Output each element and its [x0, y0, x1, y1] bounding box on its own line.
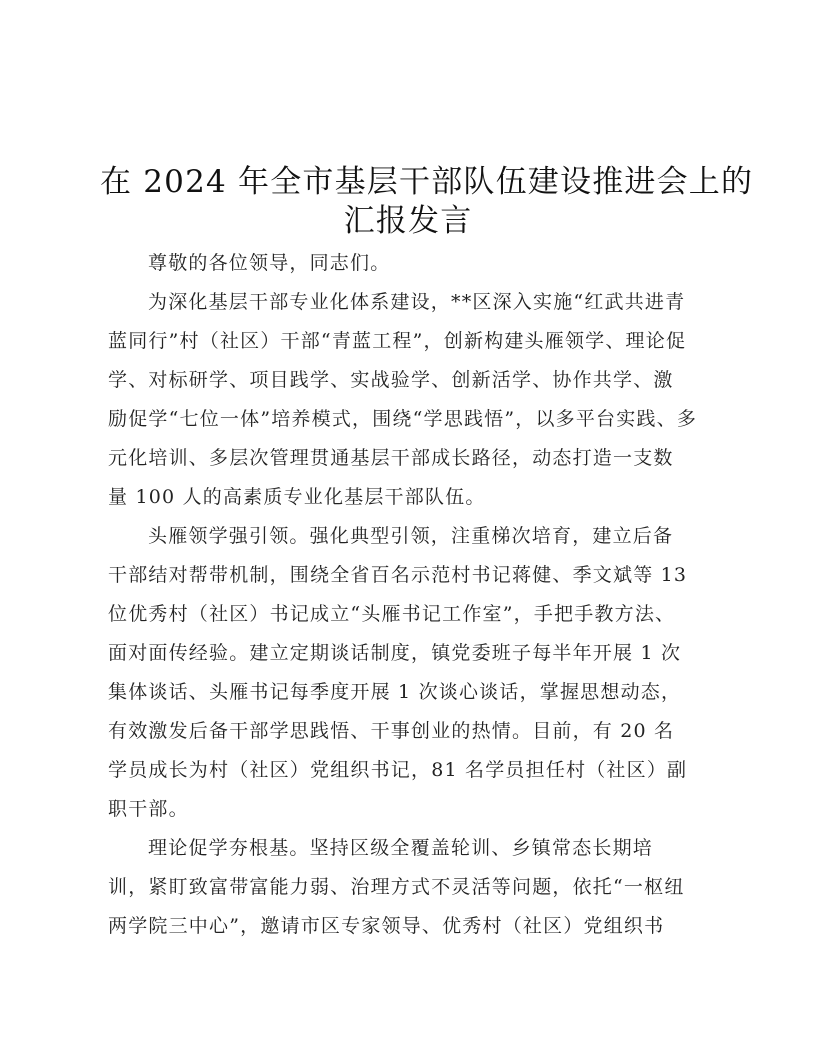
paragraph-line: 励促学“七位一体”培养模式，围绕“学思践悟”，以多平台实践、多 — [108, 408, 698, 430]
paragraph-line: 学员成长为村（社区）党组织书记，81 名学员担任村（社区）副 — [108, 759, 688, 781]
paragraph-line: 理论促学夯根基。坚持区级全覆盖轮训、乡镇常态长期培 — [148, 837, 654, 859]
document-title — [100, 163, 754, 241]
paragraph-line: 职干部。 — [108, 798, 189, 820]
paragraph-line: 头雁领学强引领。强化典型引领，注重梯次培育，建立后备 — [148, 525, 674, 547]
paragraph-line: 量 100 人的高素质专业化基层干部队伍。 — [108, 486, 486, 508]
document-body — [108, 244, 718, 946]
title-line: 在 2024 年全市基层干部队伍建设推进会上的 — [100, 163, 754, 200]
paragraph-leader-guidance — [108, 517, 718, 829]
paragraph-line: 蓝同行”村（社区）干部“青蓝工程”，创新构建头雁领学、理论促 — [108, 330, 687, 352]
paragraph-line: 有效激发后备干部学思践悟、干事创业的热情。目前，有 20 名 — [108, 720, 675, 742]
paragraph-intro — [108, 283, 718, 517]
paragraph-line: 面对面传经验。建立定期谈话制度，镇党委班子每半年开展 1 次 — [108, 642, 682, 664]
paragraph-line: 学、对标研学、项目践学、实战验学、创新活学、协作共学、激 — [108, 369, 674, 391]
paragraph-line: 两学院三中心”，邀请市区专家领导、优秀村（社区）党组织书 — [108, 915, 665, 937]
paragraph-line: 训，紧盯致富带富能力弱、治理方式不灵活等问题，依托“一枢纽 — [108, 876, 685, 898]
paragraph-line: 集体谈话、头雁书记每季度开展 1 次谈心谈话，掌握思想动态， — [108, 681, 682, 703]
paragraph-line: 元化培训、多层次管理贯通基层干部成长路径，动态打造一支数 — [108, 447, 674, 469]
paragraph-line: 为深化基层干部专业化体系建设，**区深入实施“红武共进青 — [148, 291, 686, 313]
paragraph-line: 位优秀村（社区）书记成立“头雁书记工作室”，手把手教方法、 — [108, 603, 676, 625]
paragraph-salutation — [108, 244, 718, 283]
paragraph-line: 干部结对帮带机制，围绕全省百名示范村书记蒋健、季文斌等 13 — [108, 564, 688, 586]
paragraph-line: 尊敬的各位领导，同志们。 — [148, 252, 391, 274]
title-line: 汇报发言 — [343, 202, 473, 239]
paragraph-theory-learning — [108, 829, 718, 946]
